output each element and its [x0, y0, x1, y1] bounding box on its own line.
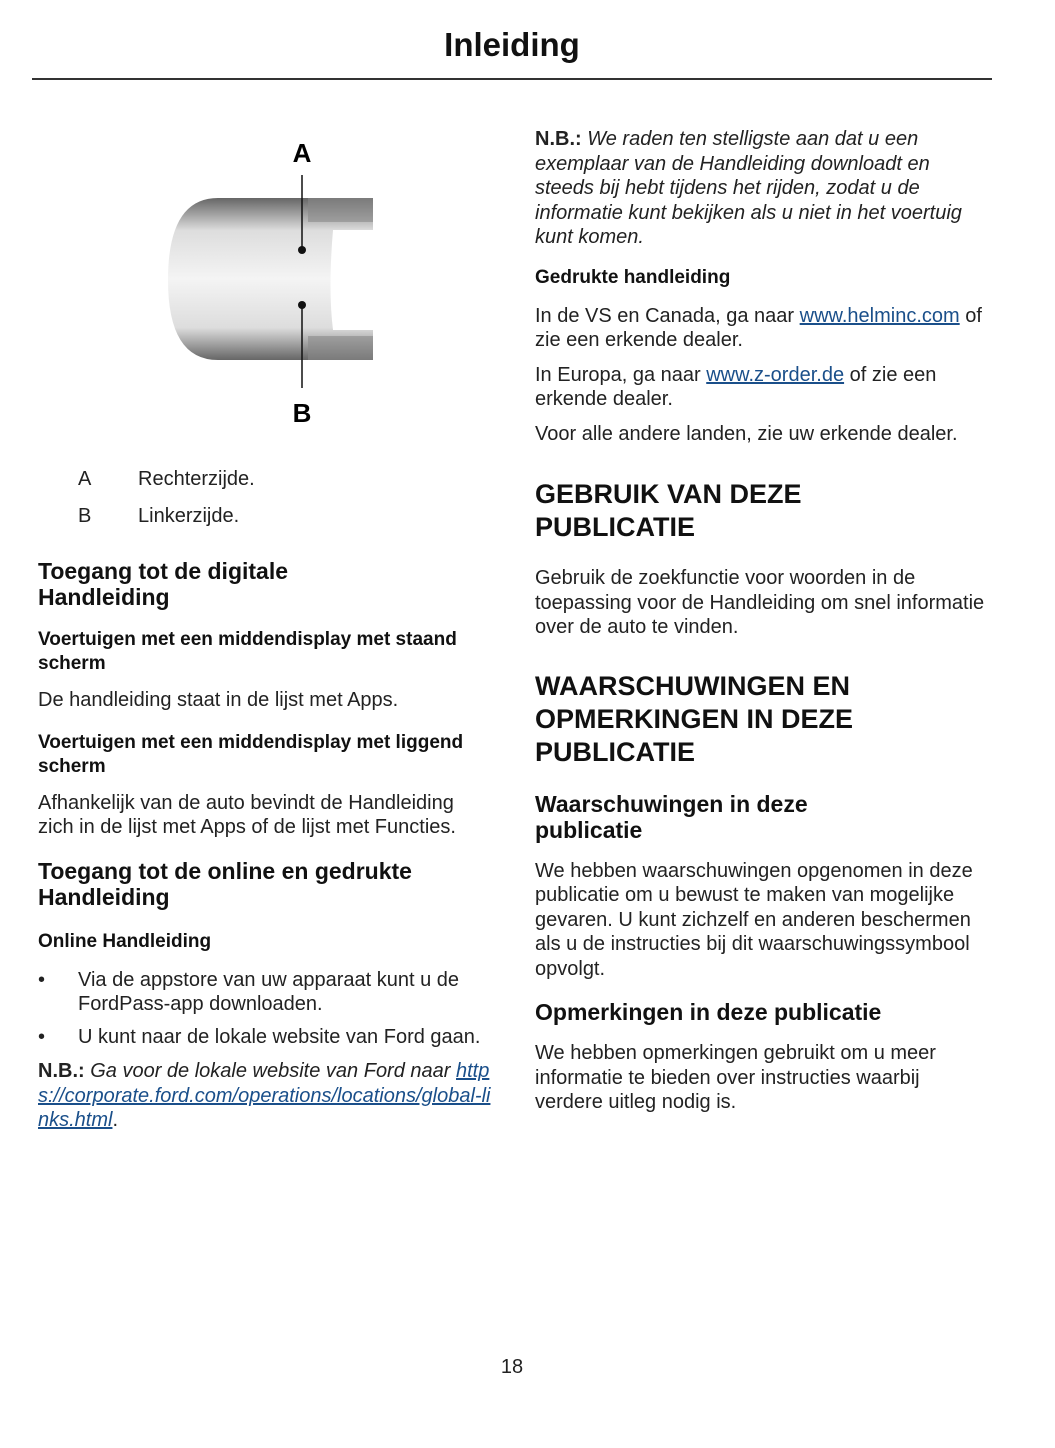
heading-staand: Voertuigen met een middendisplay met staand scherm: [38, 629, 457, 674]
helminc-link[interactable]: www.helminc.com: [799, 304, 960, 327]
note-text: Ga voor de lokale website van Ford naar: [90, 1060, 456, 1082]
ford-links-link[interactable]: https://corporate.ford.com/operations/locations/global-links.html: [38, 1060, 491, 1131]
paragraph-other: Voor alle andere landen, zie uw erkende dealer.: [535, 422, 958, 445]
paragraph-gebruik: Gebruik de zoekfunctie voor woorden in de toepassing voor de Handleiding om snel informatie over de auto te vinden.: [535, 567, 985, 638]
bullet-text: Via de appstore van uw apparaat kunt u de FordPass-app downloaden.: [78, 968, 460, 1015]
paragraph-staand: De handleiding staat in de lijst met Apps.: [38, 689, 399, 711]
paragraph-eu: [535, 363, 990, 412]
legend-item-b: [38, 504, 493, 529]
right-column: [535, 127, 990, 1115]
legend-text: Linkerzijde.: [138, 504, 240, 527]
heading-opmerkingen: Opmerkingen in deze publicatie: [535, 999, 882, 1025]
bullet-item: [38, 1025, 493, 1050]
note-online: [38, 1059, 493, 1133]
text: In de VS en Canada, ga naar: [535, 304, 800, 327]
text: In Europa, ga naar: [535, 363, 707, 386]
paragraph-liggend: Afhankelijk van de auto bevindt de Handleiding zich in de lijst met Apps of de lijst met Functies.: [38, 791, 456, 838]
heading-liggend: Voertuigen met een middendisplay met liggend scherm: [38, 731, 464, 777]
legend-key: B: [78, 504, 92, 527]
page-number: 18: [500, 1356, 524, 1378]
bullet-icon: •: [38, 968, 46, 991]
bullet-text: U kunt naar de lokale website van Ford gaan.: [78, 1025, 481, 1048]
heading-waarschuwingen-sub: Waarschuwingen in deze publicatie: [535, 790, 808, 843]
bullet-icon: •: [38, 1025, 46, 1048]
paragraph-vs: [535, 304, 990, 353]
note-end: .: [112, 1109, 119, 1131]
paragraph-opmerkingen: We hebben opmerkingen gebruikt om u meer informatie te bieden over instructies waarbij verdere uitleg nodig is.: [535, 1042, 936, 1113]
heading-gedrukt: Gedrukte handleiding: [535, 266, 731, 288]
paragraph-waarschuwingen: We hebben waarschuwingen opgenomen in deze publicatie om u bewust te maken van mogelijke gevaren. U kunt zichzelf en anderen beschermen als u de instructies bij dit waarschuwingssymbool opvolgt.: [535, 859, 973, 980]
heading-gebruik: GEBRUIK VAN DEZE PUBLICATIE: [535, 479, 802, 542]
legend-item-a: [38, 467, 493, 492]
note-text: We raden ten stelligste aan dat u een exemplaar van de Handleiding downloadt en steeds bij hebt tijdens het rijden, zodat u de informatie kunt bekijken als u niet in het voertuig kunt komen.: [535, 128, 962, 248]
z-order-link[interactable]: www.z-order.de: [706, 363, 845, 386]
car-top-view-illustration: [148, 130, 408, 430]
heading-online: Online Handleiding: [38, 930, 212, 952]
note-download: [535, 127, 990, 250]
note-label: N.B.:: [38, 1060, 85, 1082]
text: of zie een erkende dealer.: [535, 363, 937, 410]
page-title: Inleiding: [444, 26, 580, 63]
figure-label-a: A: [292, 138, 312, 168]
note-label: N.B.:: [535, 128, 582, 150]
heading-digital: Toegang tot de digitale Handleiding: [38, 558, 289, 610]
legend-key: A: [78, 468, 92, 490]
legend-text: Rechterzijde.: [138, 468, 255, 490]
heading-online-gedrukt: Toegang tot de online en gedrukte Handleiding: [38, 857, 412, 910]
figure-label-b: B: [292, 398, 312, 428]
heading-waarschuwingen: WAARSCHUWINGEN EN OPMERKINGEN IN DEZE PUBLICATIE: [535, 670, 854, 767]
bullet-item: [38, 968, 493, 1017]
left-column: [38, 127, 493, 1133]
text: of zie een erkende dealer.: [535, 304, 982, 351]
header-divider: [32, 78, 992, 80]
